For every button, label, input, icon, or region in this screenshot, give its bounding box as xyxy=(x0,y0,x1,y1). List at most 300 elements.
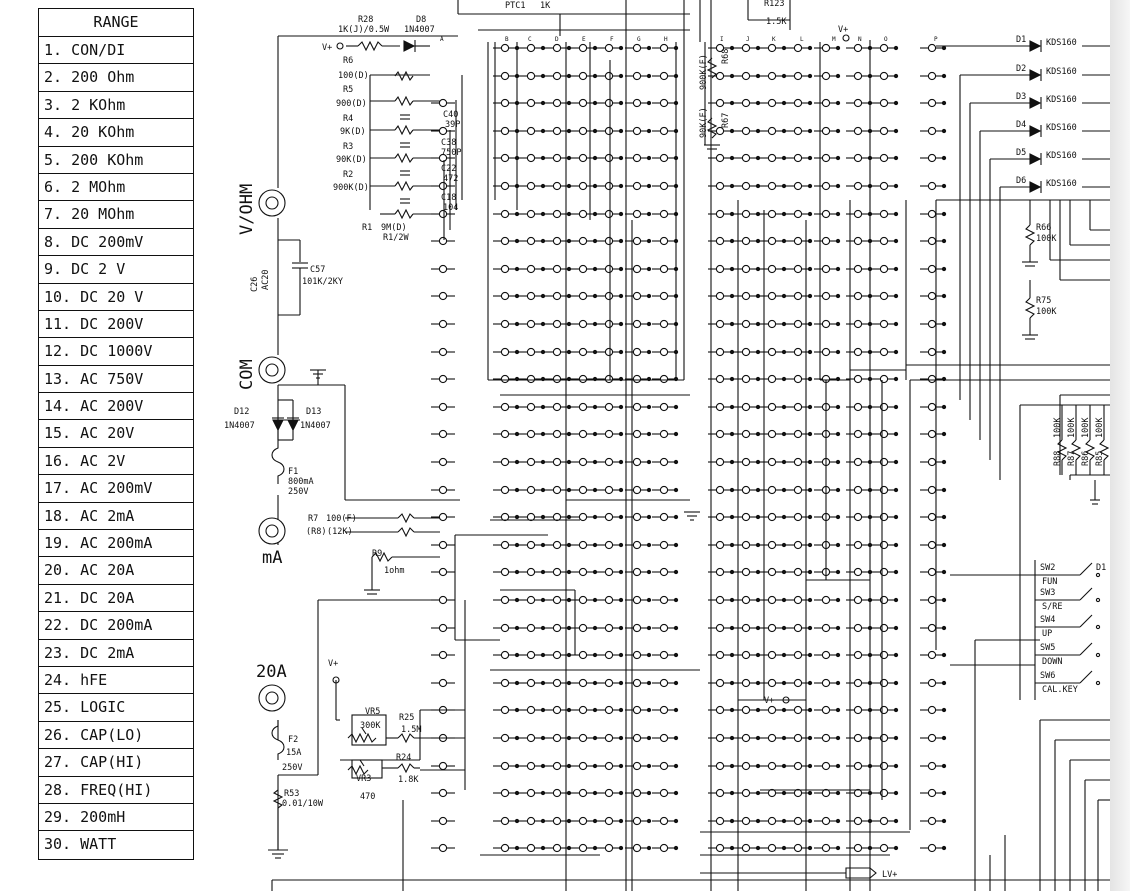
junction-dot xyxy=(730,570,733,573)
junction-dot xyxy=(782,460,785,463)
label-r88: R88 xyxy=(1053,450,1063,466)
junction-dot xyxy=(619,791,622,794)
contact-pad xyxy=(633,237,640,244)
contact-pad xyxy=(633,458,640,465)
junction-dot xyxy=(730,791,733,794)
contact-pad xyxy=(742,210,749,217)
contact-pad xyxy=(605,127,612,134)
junction-dot xyxy=(730,101,733,104)
range-row: 25. LOGIC xyxy=(39,694,193,721)
junction-dot xyxy=(942,350,945,353)
contact-pad xyxy=(794,210,801,217)
contact-pad xyxy=(501,817,508,824)
contact-pad xyxy=(439,679,446,686)
contact-pad xyxy=(553,458,560,465)
contact-pad xyxy=(660,706,667,713)
junction-dot xyxy=(836,460,839,463)
junction-dot xyxy=(619,184,622,187)
contact-pad xyxy=(633,430,640,437)
junction-dot xyxy=(515,46,518,49)
contact-pad xyxy=(794,486,801,493)
contact-pad xyxy=(527,541,534,548)
contact-pad xyxy=(660,568,667,575)
junction-dot xyxy=(515,101,518,104)
junction-dot xyxy=(868,267,871,270)
junction-dot xyxy=(541,74,544,77)
junction-dot xyxy=(942,791,945,794)
contact-pad xyxy=(794,624,801,631)
junction-dot xyxy=(515,239,518,242)
junction-dot xyxy=(808,101,811,104)
junction-dot xyxy=(756,101,759,104)
contact-pad xyxy=(768,44,775,51)
junction-dot xyxy=(894,267,897,270)
contact-pad xyxy=(742,458,749,465)
junction-dot xyxy=(894,239,897,242)
contact-pad xyxy=(527,486,534,493)
junction-dot xyxy=(593,791,596,794)
junction-dot xyxy=(567,184,570,187)
column-letter: D xyxy=(555,36,559,43)
junction-dot xyxy=(593,101,596,104)
junction-dot xyxy=(868,543,871,546)
contact-pad xyxy=(501,182,508,189)
junction-dot xyxy=(756,570,759,573)
junction-dot xyxy=(942,736,945,739)
diode-part-label: KDS160 xyxy=(1046,67,1077,77)
junction-dot xyxy=(942,405,945,408)
contact-pad xyxy=(742,706,749,713)
contact-pad xyxy=(439,762,446,769)
junction-dot xyxy=(593,267,596,270)
contact-pad xyxy=(928,265,935,272)
contact-pad xyxy=(794,127,801,134)
junction-dot xyxy=(619,570,622,573)
junction-dot xyxy=(515,515,518,518)
label-ptc1: PTC1 xyxy=(505,1,526,11)
label-r25-val: 1.5M xyxy=(401,725,422,735)
contact-pad xyxy=(660,541,667,548)
contact-pad xyxy=(742,292,749,299)
junction-dot xyxy=(541,129,544,132)
junction-dot xyxy=(942,846,945,849)
diode-ref-label: D3 xyxy=(1016,92,1027,102)
junction-dot xyxy=(541,46,544,49)
contact-pad xyxy=(928,844,935,851)
junction-dot xyxy=(756,405,759,408)
contact-pad xyxy=(579,734,586,741)
contact-pad xyxy=(928,210,935,217)
junction-dot xyxy=(808,212,811,215)
label-r4-val: 9K(D) xyxy=(340,127,366,137)
contact-pad xyxy=(660,99,667,106)
contact-pad xyxy=(928,182,935,189)
junction-dot xyxy=(836,736,839,739)
resistors-r66-r75 xyxy=(1026,225,1034,318)
junction-dot xyxy=(593,736,596,739)
label-lv: LV+ xyxy=(882,870,898,880)
range-row: 4. 20 KOhm xyxy=(39,119,193,146)
junction-dot xyxy=(942,764,945,767)
label-c38: C38 xyxy=(441,138,457,148)
junction-dot xyxy=(619,405,622,408)
contact-pad xyxy=(501,99,508,106)
junction-dot xyxy=(619,239,622,242)
contact-pad xyxy=(854,182,861,189)
label-r86-val: 100K xyxy=(1081,417,1091,438)
contact-pad xyxy=(928,99,935,106)
junction-dot xyxy=(756,239,759,242)
label-d13-val: 1N4007 xyxy=(300,421,331,431)
contact-pad xyxy=(928,762,935,769)
junction-dot xyxy=(836,515,839,518)
junction-dot xyxy=(808,405,811,408)
contact-pad xyxy=(501,844,508,851)
switch-name-label: DOWN xyxy=(1042,657,1063,667)
junction-dot xyxy=(647,570,650,573)
diode-ref-label: D1 xyxy=(1016,35,1027,45)
contact-pad xyxy=(716,651,723,658)
junction-dot xyxy=(894,681,897,684)
junction-dot xyxy=(942,74,945,77)
contact-pad xyxy=(579,375,586,382)
junction-dot xyxy=(756,515,759,518)
label-c26: C26 xyxy=(250,276,260,292)
page-edge-shadow xyxy=(1110,0,1130,891)
contact-pad xyxy=(605,596,612,603)
junction-dot xyxy=(836,626,839,629)
contact-pad xyxy=(501,624,508,631)
contact-pad xyxy=(553,237,560,244)
junction-dot xyxy=(674,294,677,297)
contact-pad xyxy=(928,154,935,161)
junction-dot xyxy=(674,184,677,187)
label-switch-diode: D1 xyxy=(1096,563,1107,573)
contact-pad xyxy=(854,513,861,520)
junction-dot xyxy=(836,212,839,215)
contact-pad xyxy=(854,320,861,327)
contact-pad xyxy=(553,292,560,299)
junction-dot xyxy=(619,129,622,132)
junction-dot xyxy=(730,626,733,629)
contact-pad xyxy=(605,265,612,272)
label-r6-val: 100(D) xyxy=(338,71,369,81)
contact-pad xyxy=(633,72,640,79)
junction-dot xyxy=(808,460,811,463)
contact-pad xyxy=(660,762,667,769)
junction-dot xyxy=(541,681,544,684)
contact-pad xyxy=(501,486,508,493)
junction-dot xyxy=(868,488,871,491)
junction-dot xyxy=(730,156,733,159)
contact-pad xyxy=(579,596,586,603)
junction-dot xyxy=(567,432,570,435)
junction-dot xyxy=(730,708,733,711)
junction-dot xyxy=(541,156,544,159)
contact-pad xyxy=(660,154,667,161)
junction-dot xyxy=(730,460,733,463)
junction-dot xyxy=(674,350,677,353)
contact-pad xyxy=(501,44,508,51)
junction-dot xyxy=(674,819,677,822)
junction-dot xyxy=(782,543,785,546)
range-row: 26. CAP(LO) xyxy=(39,722,193,749)
contact-pad xyxy=(822,210,829,217)
contact-pad xyxy=(716,734,723,741)
junction-dot xyxy=(567,819,570,822)
junction-dot xyxy=(593,184,596,187)
contact-pad xyxy=(742,817,749,824)
junction-dot xyxy=(515,570,518,573)
label-c57-val: 101K/2KY xyxy=(302,277,343,287)
junction-dot xyxy=(567,156,570,159)
junction-dot xyxy=(756,212,759,215)
junction-dot xyxy=(674,239,677,242)
contact-pad xyxy=(854,679,861,686)
junction-dot xyxy=(756,184,759,187)
contact-pad xyxy=(716,486,723,493)
contact-pad xyxy=(605,817,612,824)
junction-dot xyxy=(942,598,945,601)
junction-dot xyxy=(647,626,650,629)
junction-dot xyxy=(619,488,622,491)
junction-dot xyxy=(782,350,785,353)
contact-pad xyxy=(822,127,829,134)
junction-dot xyxy=(868,515,871,518)
contact-pad xyxy=(579,679,586,686)
junction-dot xyxy=(756,322,759,325)
junction-dot xyxy=(567,681,570,684)
contact-pad xyxy=(527,734,534,741)
contact-pad xyxy=(794,651,801,658)
contact-pad xyxy=(553,706,560,713)
switch-name-label: FUN xyxy=(1042,577,1058,587)
junction-dot xyxy=(782,294,785,297)
junction-dot xyxy=(515,156,518,159)
junction-dot xyxy=(593,515,596,518)
junction-dot xyxy=(894,598,897,601)
contact-pad xyxy=(527,403,534,410)
range-row: 12. DC 1000V xyxy=(39,338,193,365)
junction-dot xyxy=(942,681,945,684)
range-row: 28. FREQ(HI) xyxy=(39,777,193,804)
contact-pad xyxy=(527,237,534,244)
junction-dot xyxy=(647,156,650,159)
contact-pad xyxy=(605,624,612,631)
contact-pad xyxy=(928,513,935,520)
contact-pad xyxy=(527,844,534,851)
junction-dot xyxy=(868,598,871,601)
junction-dot xyxy=(567,764,570,767)
junction-dot xyxy=(541,791,544,794)
contact-pad xyxy=(854,844,861,851)
contact-pad xyxy=(794,99,801,106)
junction-dot xyxy=(593,764,596,767)
junction-dot xyxy=(782,101,785,104)
junction-dot xyxy=(647,488,650,491)
contact-pad xyxy=(822,624,829,631)
junction-dot xyxy=(541,653,544,656)
range-row: 22. DC 200mA xyxy=(39,612,193,639)
contact-pad xyxy=(527,624,534,631)
contact-pad xyxy=(605,237,612,244)
contact-pad xyxy=(928,541,935,548)
junction-dot xyxy=(756,764,759,767)
switch-name-label: S/RE xyxy=(1042,602,1063,612)
label-r25: R25 xyxy=(399,713,415,723)
contact-pad xyxy=(742,265,749,272)
contact-pad xyxy=(605,651,612,658)
contact-pad xyxy=(605,430,612,437)
contact-pad xyxy=(928,403,935,410)
contact-pad xyxy=(633,127,640,134)
contact-pad xyxy=(660,72,667,79)
contact-pad xyxy=(742,789,749,796)
junction-dot xyxy=(808,129,811,132)
contact-pad xyxy=(928,375,935,382)
contact-pad xyxy=(579,154,586,161)
junction-dot xyxy=(674,212,677,215)
contact-pad xyxy=(768,486,775,493)
diode-d8 xyxy=(404,40,430,52)
contact-pad xyxy=(501,458,508,465)
range-row: 21. DC 20A xyxy=(39,585,193,612)
contact-pad xyxy=(501,72,508,79)
junction-dot xyxy=(541,846,544,849)
junction-dot xyxy=(730,736,733,739)
junction-dot xyxy=(541,101,544,104)
diode-ref-label: D6 xyxy=(1016,176,1027,186)
junction-dot xyxy=(782,598,785,601)
junction-dot xyxy=(567,239,570,242)
junction-dot xyxy=(647,101,650,104)
junction-dot xyxy=(868,791,871,794)
contact-pad xyxy=(880,348,887,355)
column-letter: H xyxy=(664,36,668,43)
junction-dot xyxy=(567,791,570,794)
junction-dot xyxy=(942,626,945,629)
column-letter: E xyxy=(582,36,586,43)
junction-dot xyxy=(515,543,518,546)
contact-pad xyxy=(579,568,586,575)
contact-pad xyxy=(794,762,801,769)
contact-pad xyxy=(880,127,887,134)
contact-pad xyxy=(553,789,560,796)
junction-dot xyxy=(730,322,733,325)
contact-pad xyxy=(854,734,861,741)
junction-dot xyxy=(674,156,677,159)
junction-dot xyxy=(868,156,871,159)
junction-dot xyxy=(593,819,596,822)
contact-pad xyxy=(633,320,640,327)
contact-pad xyxy=(605,458,612,465)
contact-pad xyxy=(928,320,935,327)
label-f1-val2: 250V xyxy=(288,487,309,497)
junction-dot xyxy=(674,543,677,546)
contact-pad xyxy=(854,375,861,382)
junction-dot xyxy=(541,239,544,242)
contact-pad xyxy=(553,265,560,272)
contact-pad xyxy=(854,486,861,493)
junction-dot xyxy=(674,46,677,49)
junction-dot xyxy=(515,819,518,822)
contact-pad xyxy=(768,348,775,355)
contact-pad xyxy=(742,513,749,520)
junction-dot xyxy=(619,681,622,684)
junction-dot xyxy=(808,239,811,242)
junction-dot xyxy=(541,764,544,767)
junction-dot xyxy=(619,350,622,353)
label-r8: (R8) xyxy=(306,527,327,537)
contact-pad xyxy=(605,320,612,327)
junction-dot xyxy=(674,653,677,656)
label-r1: R1 xyxy=(362,223,373,233)
junction-dot xyxy=(674,74,677,77)
contact-pad xyxy=(822,762,829,769)
contact-pad xyxy=(742,596,749,603)
junction-dot xyxy=(567,129,570,132)
contact-pad xyxy=(716,844,723,851)
junction-dot xyxy=(808,184,811,187)
contact-pad xyxy=(605,844,612,851)
contact-pad xyxy=(742,679,749,686)
contact-pad xyxy=(854,127,861,134)
contact-pad xyxy=(768,596,775,603)
junction-dot xyxy=(567,460,570,463)
contact-pad xyxy=(579,789,586,796)
resistor-r28 xyxy=(346,42,400,50)
contact-pad xyxy=(439,513,446,520)
label-r88-val: 100K xyxy=(1053,417,1063,438)
junction-dot xyxy=(782,46,785,49)
junction-dot xyxy=(894,708,897,711)
contact-pad xyxy=(633,348,640,355)
junction-dot xyxy=(756,460,759,463)
column-letter: G xyxy=(637,36,641,43)
contact-pad xyxy=(768,265,775,272)
junction-dot xyxy=(730,405,733,408)
label-r2-val: 900K(D) xyxy=(333,183,369,193)
contact-pad xyxy=(768,624,775,631)
junction-dot xyxy=(567,626,570,629)
junction-dot xyxy=(808,736,811,739)
contact-pad xyxy=(660,44,667,51)
label-r5: R5 xyxy=(343,85,354,95)
contact-pad xyxy=(716,789,723,796)
contact-pad xyxy=(716,458,723,465)
terminal-ma xyxy=(259,518,285,544)
junction-dot xyxy=(674,432,677,435)
junction-dot xyxy=(756,129,759,132)
contact-pad xyxy=(768,706,775,713)
junction-dot xyxy=(836,791,839,794)
junction-dot xyxy=(567,101,570,104)
contact-pad xyxy=(768,513,775,520)
contact-pad xyxy=(822,348,829,355)
range-row: 7. 20 MOhm xyxy=(39,201,193,228)
junction-dot xyxy=(674,846,677,849)
contact-pad xyxy=(660,679,667,686)
junction-dot xyxy=(593,239,596,242)
label-d8-val: 1N4007 xyxy=(404,25,435,35)
contact-pad xyxy=(822,182,829,189)
junction-dot xyxy=(942,432,945,435)
contact-pad xyxy=(553,734,560,741)
contact-pad xyxy=(794,348,801,355)
label-r86: R86 xyxy=(1081,450,1091,466)
junction-dot xyxy=(782,653,785,656)
junction-dot xyxy=(593,846,596,849)
